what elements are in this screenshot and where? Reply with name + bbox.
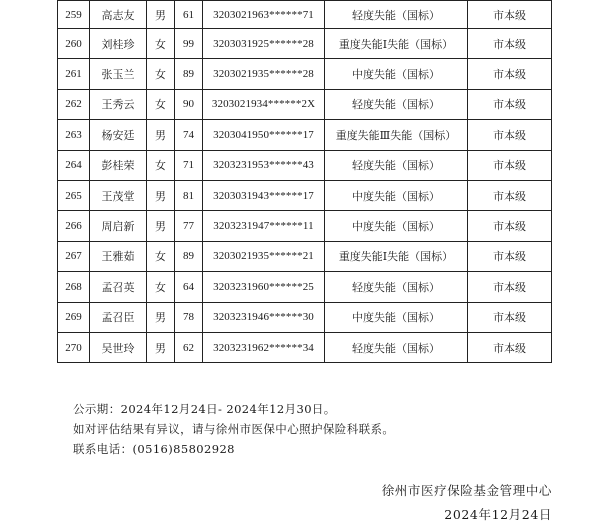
cell-disability-level: 中度失能（国标） bbox=[325, 302, 468, 332]
cell-id-number: 3203021963******71 bbox=[203, 1, 325, 29]
cell-serial-number: 264 bbox=[58, 150, 90, 180]
cell-serial-number: 270 bbox=[58, 332, 90, 362]
cell-admin-level: 市本级 bbox=[468, 332, 552, 362]
cell-name: 周启新 bbox=[90, 211, 147, 241]
publicity-period: 公示期：2024年12月24日- 2024年12月30日。 bbox=[73, 402, 336, 416]
assessment-result-table bbox=[57, 0, 552, 363]
cell-sex: 男 bbox=[147, 180, 175, 210]
cell-name: 孟召英 bbox=[90, 272, 147, 302]
cell-age: 61 bbox=[175, 1, 203, 29]
cell-disability-level: 轻度失能（国标） bbox=[325, 89, 468, 119]
cell-disability-level: 重度失能Ⅰ失能（国标） bbox=[325, 29, 468, 59]
cell-age: 78 bbox=[175, 302, 203, 332]
cell-admin-level: 市本级 bbox=[468, 241, 552, 271]
table-row bbox=[58, 89, 552, 119]
table-row bbox=[58, 332, 552, 362]
cell-name: 张玉兰 bbox=[90, 59, 147, 89]
cell-id-number: 3203231947******11 bbox=[203, 211, 325, 241]
cell-id-number: 3203041950******17 bbox=[203, 120, 325, 150]
cell-serial-number: 263 bbox=[58, 120, 90, 150]
cell-admin-level: 市本级 bbox=[468, 272, 552, 302]
cell-name: 王秀云 bbox=[90, 89, 147, 119]
cell-sex: 女 bbox=[147, 29, 175, 59]
cell-age: 62 bbox=[175, 332, 203, 362]
cell-sex: 女 bbox=[147, 272, 175, 302]
table-row bbox=[58, 150, 552, 180]
table-row bbox=[58, 302, 552, 332]
cell-disability-level: 中度失能（国标） bbox=[325, 211, 468, 241]
cell-id-number: 3203031943******17 bbox=[203, 180, 325, 210]
cell-admin-level: 市本级 bbox=[468, 211, 552, 241]
contact-phone: 联系电话：(0516)85802928 bbox=[73, 442, 235, 456]
cell-sex: 女 bbox=[147, 59, 175, 89]
cell-sex: 男 bbox=[147, 211, 175, 241]
cell-admin-level: 市本级 bbox=[468, 302, 552, 332]
cell-id-number: 3203031925******28 bbox=[203, 29, 325, 59]
table-row bbox=[58, 1, 552, 29]
table-row bbox=[58, 272, 552, 302]
cell-age: 90 bbox=[175, 89, 203, 119]
cell-id-number: 3203231960******25 bbox=[203, 272, 325, 302]
issuing-organization: 徐州市医疗保险基金管理中心 bbox=[381, 483, 552, 498]
cell-sex: 男 bbox=[147, 332, 175, 362]
cell-serial-number: 266 bbox=[58, 211, 90, 241]
cell-name: 刘桂珍 bbox=[90, 29, 147, 59]
table-row bbox=[58, 29, 552, 59]
cell-name: 杨安廷 bbox=[90, 120, 147, 150]
signature-block bbox=[382, 483, 552, 525]
table-row bbox=[58, 59, 552, 89]
cell-age: 64 bbox=[175, 272, 203, 302]
cell-disability-level: 轻度失能（国标） bbox=[325, 332, 468, 362]
cell-id-number: 3203021935******21 bbox=[203, 241, 325, 271]
cell-disability-level: 轻度失能（国标） bbox=[325, 1, 468, 29]
cell-sex: 男 bbox=[147, 120, 175, 150]
cell-age: 99 bbox=[175, 29, 203, 59]
cell-name: 彭桂荣 bbox=[90, 150, 147, 180]
cell-age: 89 bbox=[175, 59, 203, 89]
cell-age: 89 bbox=[175, 241, 203, 271]
table-row bbox=[58, 180, 552, 210]
cell-disability-level: 中度失能（国标） bbox=[325, 59, 468, 89]
cell-sex: 男 bbox=[147, 1, 175, 29]
cell-age: 81 bbox=[175, 180, 203, 210]
cell-serial-number: 260 bbox=[58, 29, 90, 59]
notice-text bbox=[73, 399, 394, 459]
cell-serial-number: 265 bbox=[58, 180, 90, 210]
cell-serial-number: 259 bbox=[58, 1, 90, 29]
cell-admin-level: 市本级 bbox=[468, 59, 552, 89]
cell-admin-level: 市本级 bbox=[468, 89, 552, 119]
table-row bbox=[58, 120, 552, 150]
cell-disability-level: 轻度失能（国标） bbox=[325, 272, 468, 302]
cell-admin-level: 市本级 bbox=[468, 180, 552, 210]
cell-sex: 女 bbox=[147, 150, 175, 180]
cell-name: 吴世玲 bbox=[90, 332, 147, 362]
cell-serial-number: 269 bbox=[58, 302, 90, 332]
cell-sex: 女 bbox=[147, 241, 175, 271]
cell-sex: 女 bbox=[147, 89, 175, 119]
objection-instruction: 如对评估结果有异议，请与徐州市医保中心照护保险科联系。 bbox=[73, 422, 395, 436]
table-row bbox=[58, 211, 552, 241]
cell-id-number: 3203231953******43 bbox=[203, 150, 325, 180]
cell-serial-number: 262 bbox=[58, 89, 90, 119]
cell-admin-level: 市本级 bbox=[468, 29, 552, 59]
cell-age: 71 bbox=[175, 150, 203, 180]
cell-id-number: 3203021934******2X bbox=[203, 89, 325, 119]
cell-name: 王雅茹 bbox=[90, 241, 147, 271]
cell-disability-level: 中度失能（国标） bbox=[325, 180, 468, 210]
cell-admin-level: 市本级 bbox=[468, 120, 552, 150]
cell-admin-level: 市本级 bbox=[468, 1, 552, 29]
cell-id-number: 3203231962******34 bbox=[203, 332, 325, 362]
cell-name: 王茂堂 bbox=[90, 180, 147, 210]
cell-admin-level: 市本级 bbox=[468, 150, 552, 180]
table-row bbox=[58, 241, 552, 271]
cell-disability-level: 重度失能Ⅰ失能（国标） bbox=[325, 241, 468, 271]
cell-name: 孟召臣 bbox=[90, 302, 147, 332]
cell-serial-number: 268 bbox=[58, 272, 90, 302]
cell-disability-level: 重度失能Ⅲ失能（国标） bbox=[325, 120, 468, 150]
cell-age: 74 bbox=[175, 120, 203, 150]
table-body bbox=[58, 1, 552, 363]
cell-id-number: 3203021935******28 bbox=[203, 59, 325, 89]
issue-date: 2024年12月24日 bbox=[444, 507, 552, 522]
cell-id-number: 3203231946******30 bbox=[203, 302, 325, 332]
cell-name: 高志友 bbox=[90, 1, 147, 29]
cell-serial-number: 261 bbox=[58, 59, 90, 89]
cell-sex: 男 bbox=[147, 302, 175, 332]
cell-disability-level: 轻度失能（国标） bbox=[325, 150, 468, 180]
cell-age: 77 bbox=[175, 211, 203, 241]
cell-serial-number: 267 bbox=[58, 241, 90, 271]
